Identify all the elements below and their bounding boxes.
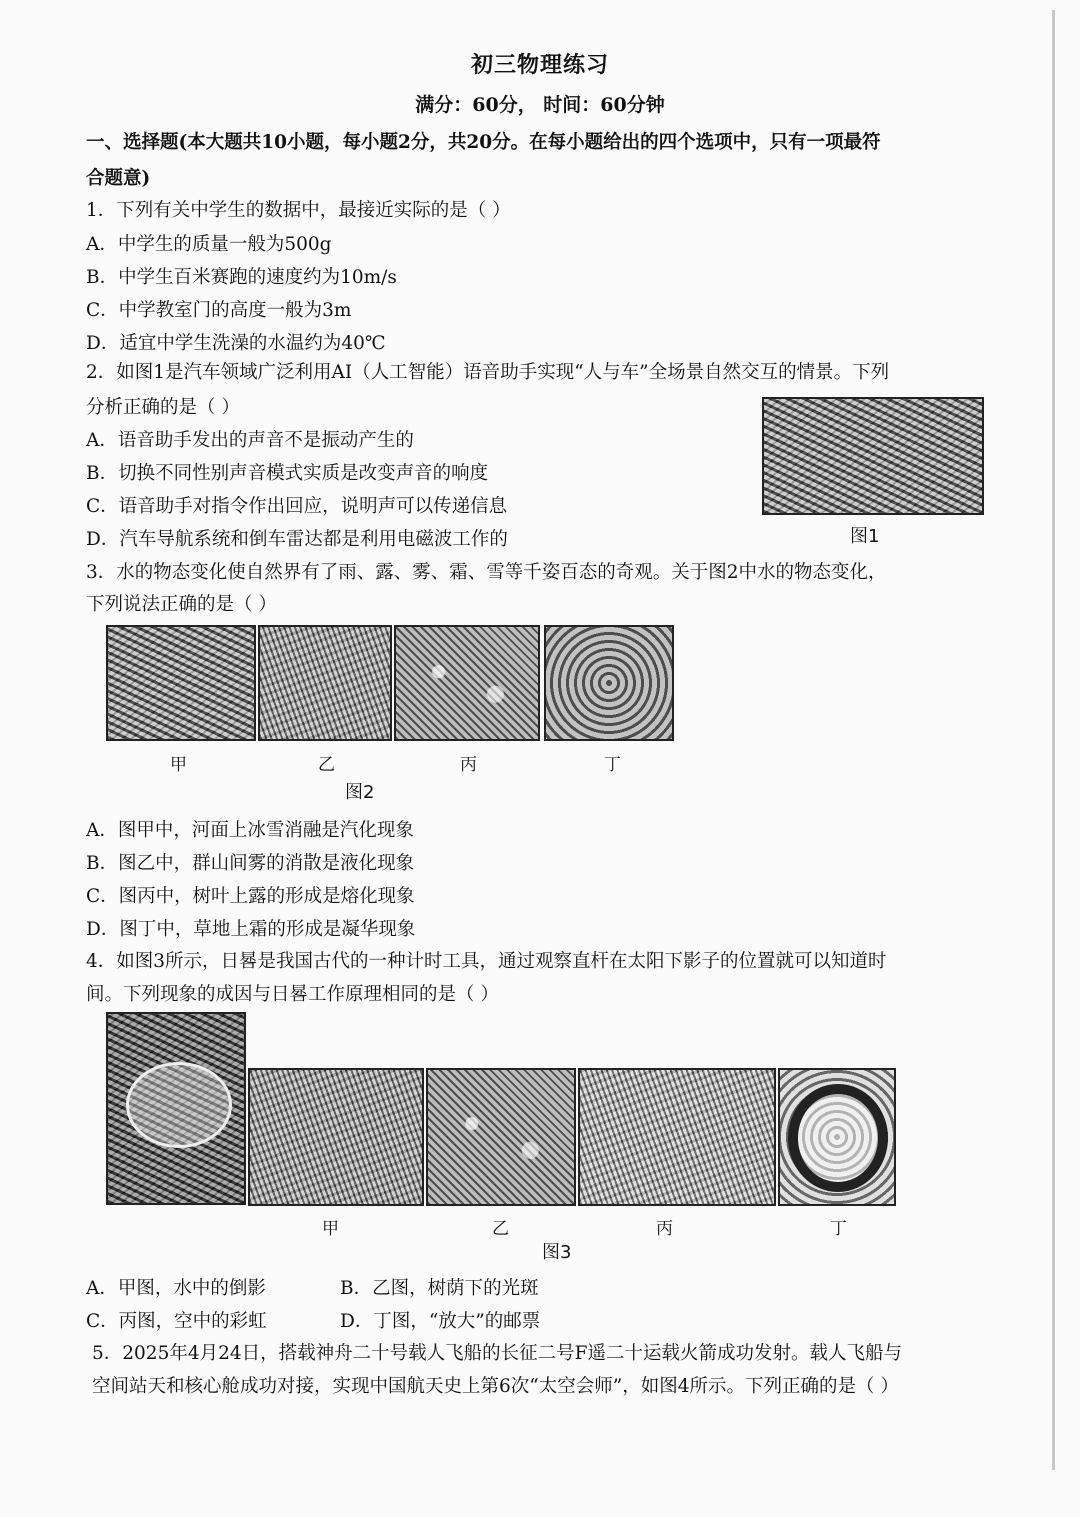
q1-option-b: B．中学生百米赛跑的速度约为10m/s <box>86 267 397 288</box>
exam-score-time: 满分：60分， 时间：60分钟 <box>415 94 665 116</box>
q3-option-c: C．图丙中，树叶上露的形成是熔化现象 <box>86 886 415 907</box>
q4-option-d: D．丁图，“放大”的邮票 <box>340 1311 541 1332</box>
q4-option-a: A．甲图，水中的倒影 <box>86 1278 266 1299</box>
figure2-dew-photo <box>394 625 540 741</box>
q1-option-a: A．中学生的质量一般为500g <box>86 234 332 255</box>
q2-option-c: C．语音助手对指令作出回应，说明声可以传递信息 <box>86 496 508 517</box>
q1-option-d: D．适宜中学生洗澡的水温约为40℃ <box>86 333 386 354</box>
q5-stem-cont: 空间站天和核心舱成功对接，实现中国航天史上第6次“太空会师”，如图4所示。下列正确的是（ ） <box>92 1376 899 1397</box>
page-edge <box>1052 10 1055 1470</box>
figure2-label-yi: 乙 <box>318 755 335 775</box>
figure3-magnifier-stamp-photo <box>778 1068 896 1206</box>
q3-option-a: A．图甲中，河面上冰雪消融是汽化现象 <box>86 820 414 841</box>
q3-option-d: D．图丁中，草地上霜的形成是凝华现象 <box>86 919 416 940</box>
figure3-tree-shade-photo <box>426 1068 576 1206</box>
q4-stem: 4．如图3所示，日晷是我国古代的一种计时工具，通过观察直杆在太阳下影子的位置就可以知道时 <box>86 951 887 972</box>
figure2-caption: 图2 <box>345 782 375 803</box>
q3-stem: 3．水的物态变化使自然界有了雨、露、雾、霜、雪等千姿百态的奇观。关于图2中水的物态变化， <box>86 562 887 583</box>
figure3-label-ding: 丁 <box>830 1219 847 1239</box>
q4-stem-cont: 间。下列现象的成因与日晷工作原理相同的是（ ） <box>86 984 499 1005</box>
figure3-label-bing: 丙 <box>656 1219 673 1239</box>
figure2-ice-photo <box>106 625 256 741</box>
figure3-label-yi: 乙 <box>492 1219 509 1239</box>
figure3-label-jia: 甲 <box>322 1219 339 1239</box>
q3-stem-cont: 下列说法正确的是（ ） <box>86 594 277 615</box>
figure2-fog-photo <box>258 625 392 741</box>
section-heading: 一、选择题(本大题共10小题，每小题2分，共20分。在每小题给出的四个选项中，只有一项最符 <box>86 132 881 153</box>
q1-option-c: C．中学教室门的高度一般为3m <box>86 300 352 321</box>
figure3-sundial-photo <box>106 1012 246 1205</box>
figure2-label-ding: 丁 <box>604 755 621 775</box>
q5-stem: 5．2025年4月24日，搭载神舟二十号载人飞船的长征二号F遥二十运载火箭成功发射。载人飞船与 <box>92 1343 903 1364</box>
section-heading-cont: 合题意) <box>86 168 151 189</box>
figure1-car-interior-photo <box>762 397 984 515</box>
figure3-reflection-photo <box>248 1068 424 1206</box>
q3-option-b: B．图乙中，群山间雾的消散是液化现象 <box>86 853 415 874</box>
figure2-frost-photo <box>544 625 674 741</box>
q2-option-b: B．切换不同性别声音模式实质是改变声音的响度 <box>86 463 489 484</box>
q4-option-b: B．乙图，树荫下的光斑 <box>340 1278 539 1299</box>
figure1-caption: 图1 <box>850 526 880 547</box>
figure2-label-jia: 甲 <box>170 755 187 775</box>
q1-stem: 1．下列有关中学生的数据中，最接近实际的是（ ） <box>86 200 511 221</box>
q4-option-c: C．丙图，空中的彩虹 <box>86 1311 267 1332</box>
q2-stem: 2．如图1是汽车领域广泛利用AI（人工智能）语音助手实现“人与车”全场景自然交互的情景。下列 <box>86 362 890 383</box>
exam-title: 初三物理练习 <box>470 52 609 78</box>
q2-option-d: D．汽车导航系统和倒车雷达都是利用电磁波工作的 <box>86 529 508 550</box>
figure3-caption: 图3 <box>542 1242 572 1263</box>
figure3-rainbow-photo <box>578 1068 776 1206</box>
q2-stem-cont: 分析正确的是（ ） <box>86 397 240 418</box>
figure2-label-bing: 丙 <box>460 755 477 775</box>
q2-option-a: A．语音助手发出的声音不是振动产生的 <box>86 430 414 451</box>
